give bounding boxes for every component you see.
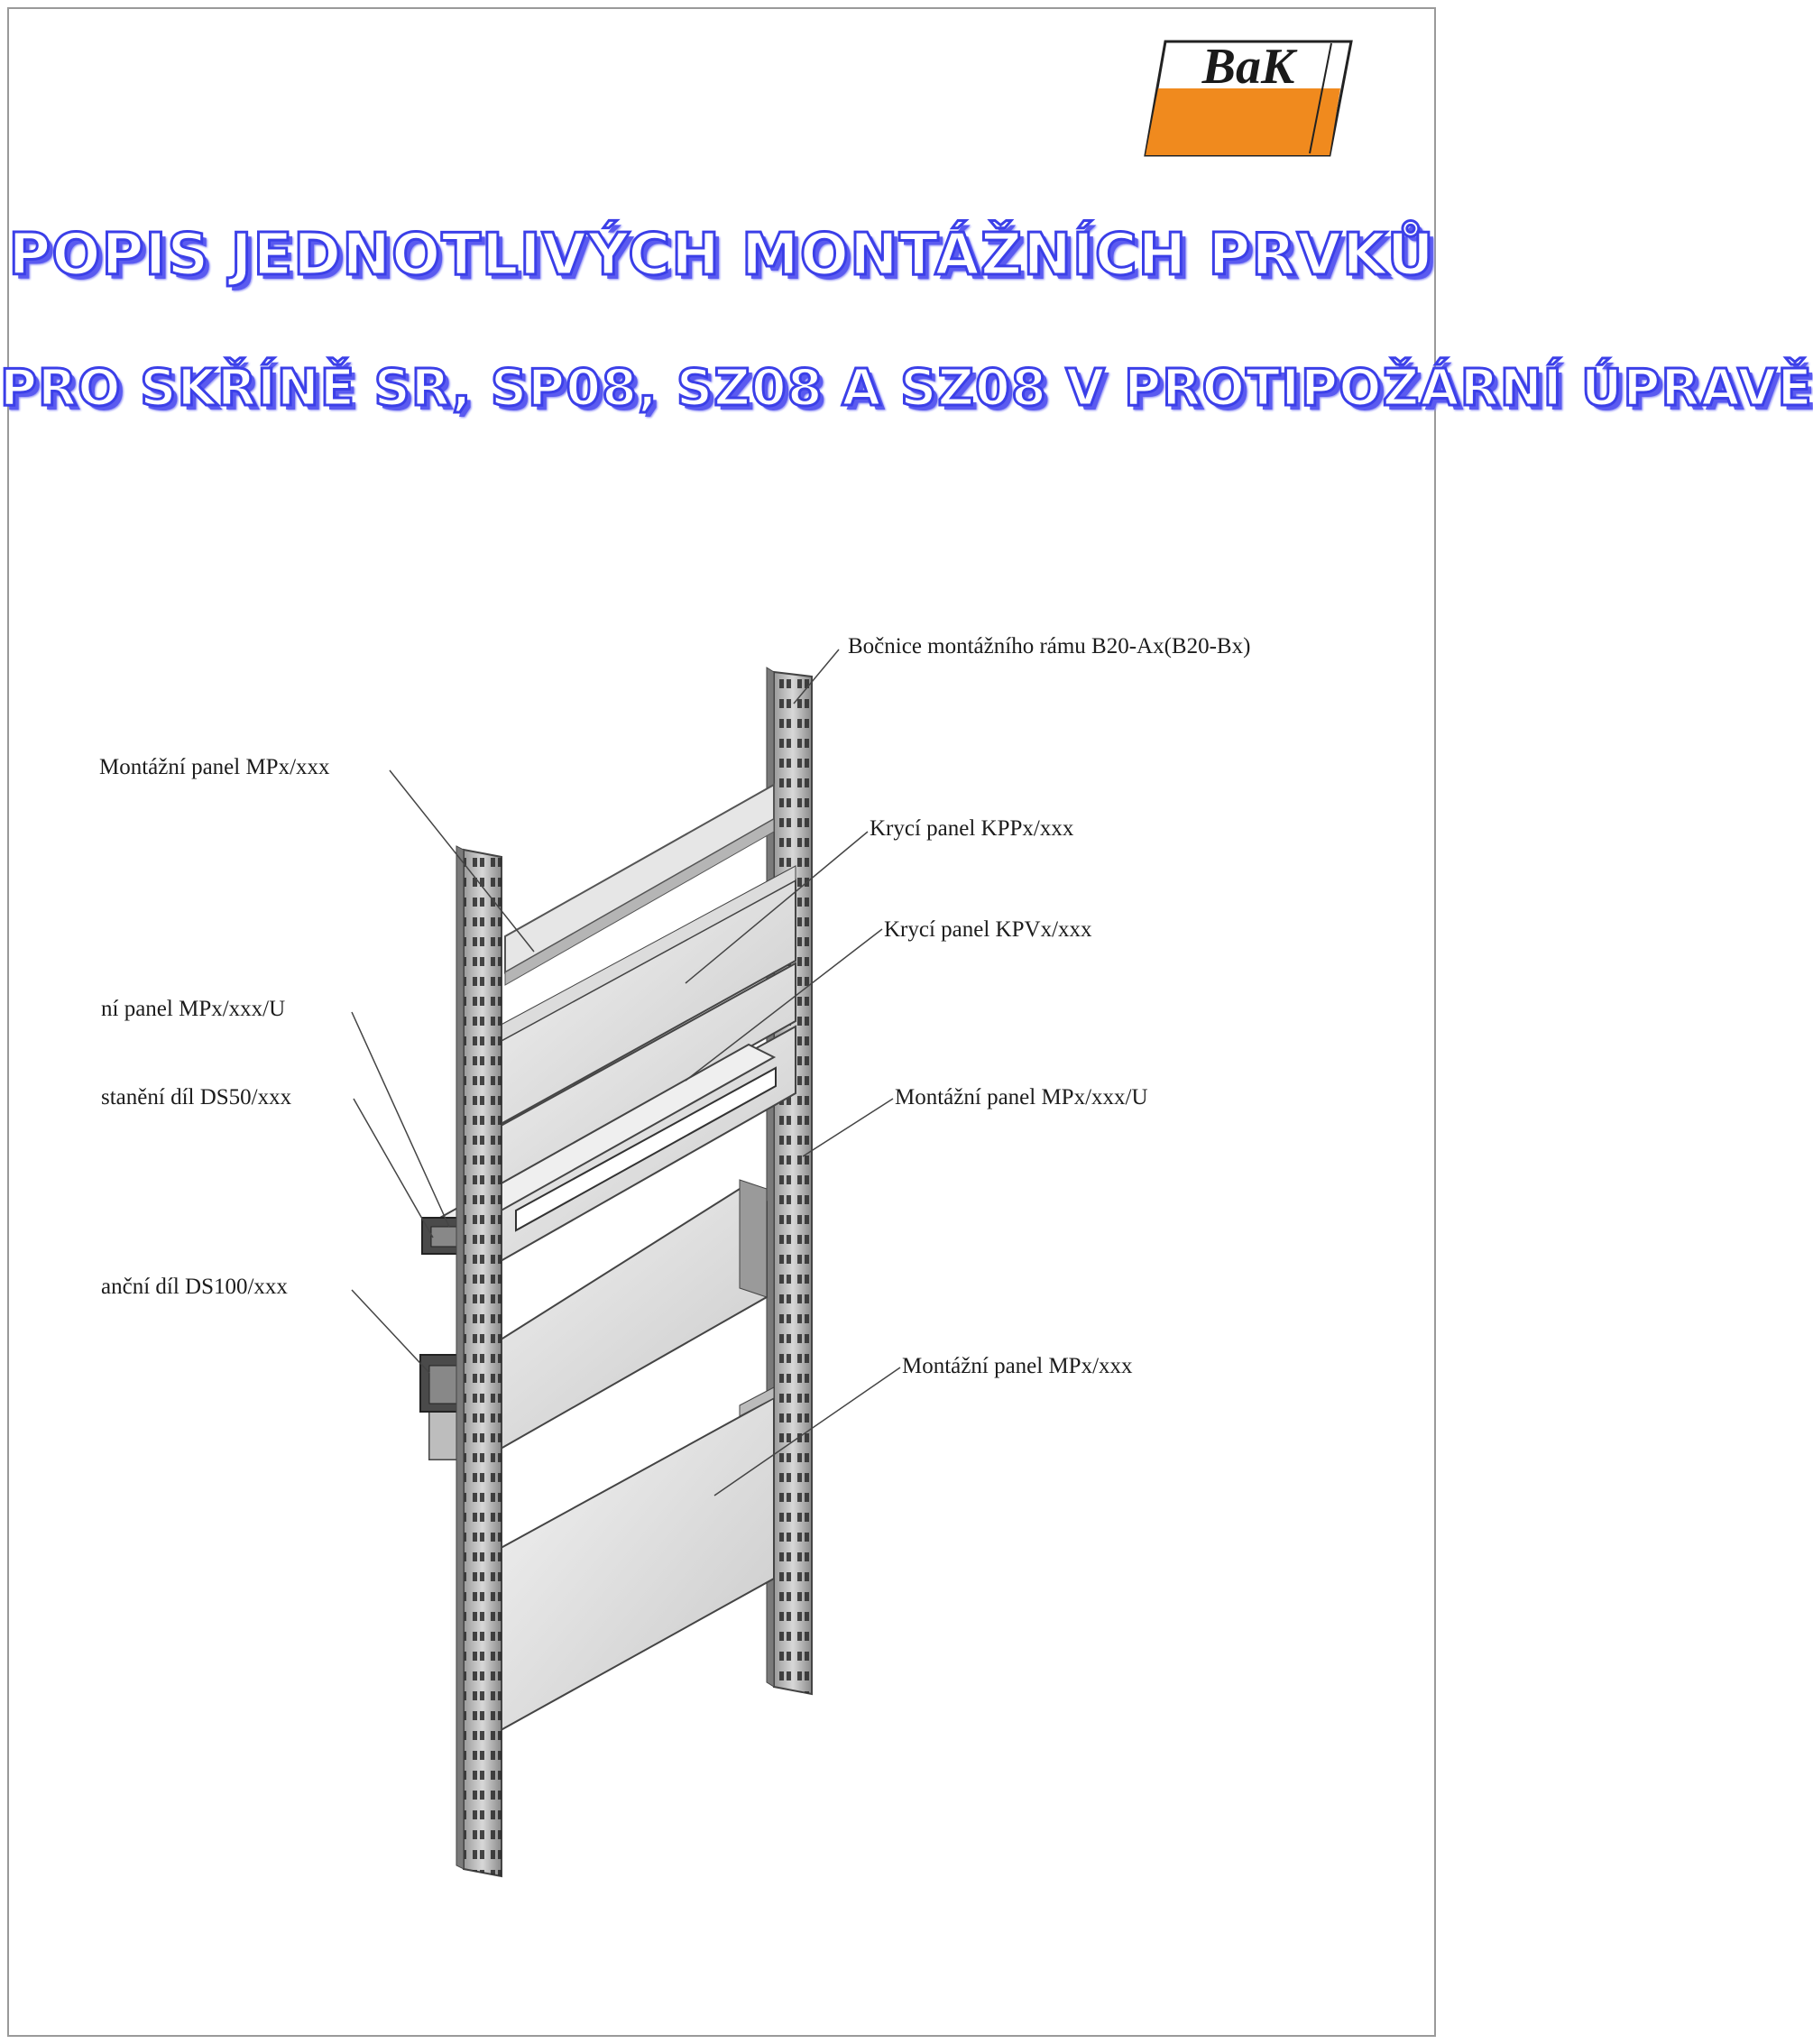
title-line-2: PRO SKŘÍNĚ SR, SP08, SZ08 A SZ08 V PROTIPOŽÁRNÍ ÚPRAVĚ	[0, 359, 1813, 418]
label-mp-bottom: Montážní panel MPx/xxx	[902, 1354, 1133, 1378]
bak-logo	[1138, 36, 1355, 161]
logo-text: BaK	[1201, 39, 1295, 95]
title-line-1: POPIS JEDNOTLIVÝCH MONTÁŽNÍCH PRVKŮ	[8, 222, 1435, 289]
rack-diagram	[0, 595, 1443, 1894]
label-mp-u-left: ní panel MPx/xxx/U	[101, 997, 286, 1021]
label-kpp: Krycí panel KPPx/xxx	[870, 816, 1074, 841]
label-kpv: Krycí panel KPVx/xxx	[884, 917, 1092, 942]
label-mp-top: Montážní panel MPx/xxx	[99, 755, 330, 779]
label-mp-u-right: Montážní panel MPx/xxx/U	[895, 1085, 1148, 1109]
rack-diagram-svg	[0, 595, 1443, 1894]
mounting-panel-bottom	[494, 1387, 774, 1734]
label-bocnice: Bočnice montážního rámu B20-Ax(B20-Bx)	[848, 634, 1251, 658]
bak-logo-graphic	[1138, 36, 1355, 161]
label-ds50: stanění díl DS50/xxx	[101, 1085, 292, 1109]
label-ds100: anční díl DS100/xxx	[101, 1275, 288, 1299]
left-rail	[456, 846, 502, 1876]
